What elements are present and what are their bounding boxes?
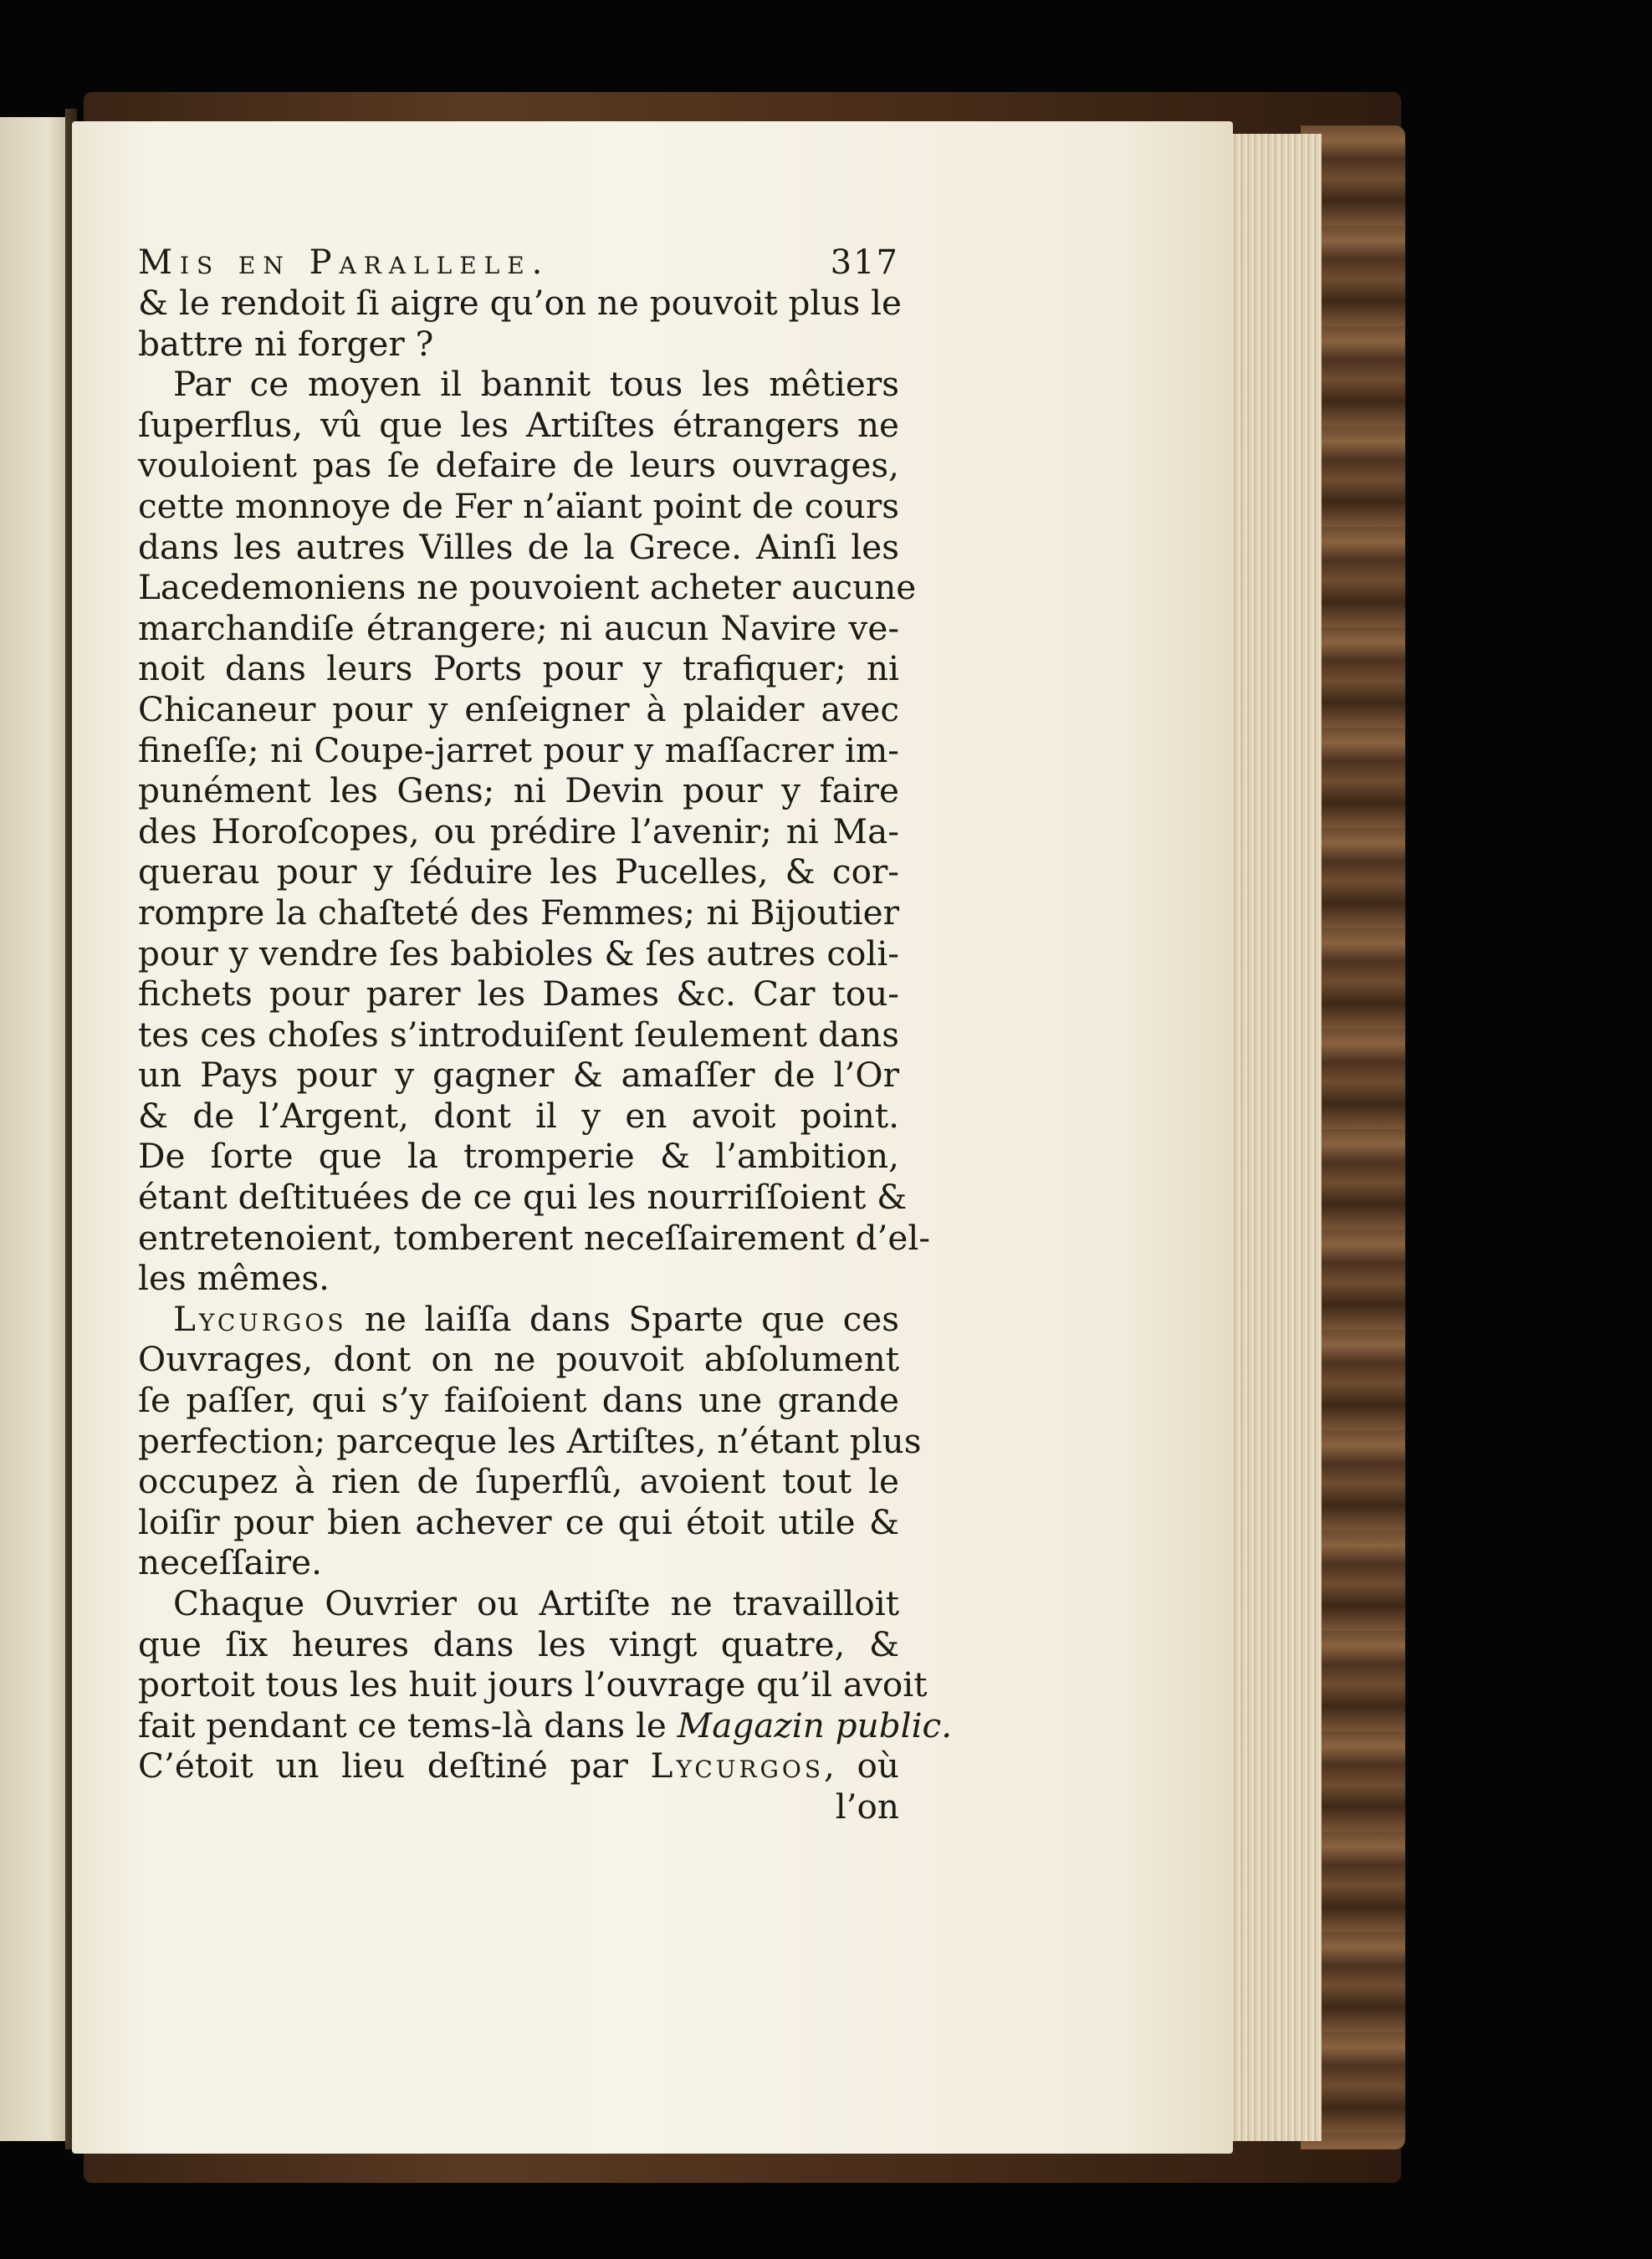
text-line — [138, 1745, 899, 1786]
text-line: vouloient pas ſe defaire de leurs ouvrages, — [138, 445, 899, 486]
text-line: perfection; parceque les Artiſtes, n’étant plus — [138, 1420, 922, 1461]
text-line: des Horoſcopes, ou prédire l’avenir; ni Ma- — [138, 810, 899, 851]
text-line: ſe paſſer, qui s’y faiſoient dans une grande — [138, 1380, 899, 1421]
text-fragment: , où — [824, 1745, 900, 1786]
previous-page-edge — [0, 117, 69, 2141]
text-line: un Pays pour y gagner & amaſſer de l’Or — [138, 1055, 899, 1096]
person-name: Lycurgos — [650, 1745, 825, 1786]
text-line: rompre la chaſteté des Femmes; ni Bijoutier — [138, 892, 899, 933]
text-line: fichets pour parer les Dames &c. Car tou- — [138, 974, 899, 1015]
text-line: occupez à rien de ſuperflû, avoient tout le — [138, 1461, 899, 1502]
text-line: entretenoient, tomberent neceſſairement d’el- — [138, 1217, 931, 1258]
text-line: noit dans leurs Ports pour y trafiquer; ni — [138, 648, 899, 689]
text-line: portoit tous les huit jours l’ouvrage qu’il avoit — [138, 1664, 928, 1705]
paragraph-3 — [138, 1583, 953, 1827]
text-line: pour y vendre ſes babioles & ſes autres coli- — [138, 933, 899, 974]
paragraph-2 — [138, 1298, 922, 1583]
text-line: neceſſaire. — [138, 1542, 322, 1583]
text-line: dans les autres Villes de la Grece. Ainſi les — [138, 526, 899, 567]
text-line: & le rendoit ſi aigre qu’on ne pouvoit plus le — [138, 283, 903, 323]
text-line: Ouvrages, dont on ne pouvoit abſolument — [138, 1339, 899, 1380]
text-line: Chicaneur pour y enſeigner à plaider avec — [138, 688, 899, 729]
text-line: De ſorte que la tromperie & l’ambition, — [138, 1136, 899, 1177]
person-name: Lycurgos — [173, 1298, 347, 1339]
text-line: ſuperflus, vû que les Artiſtes étrangers ne — [138, 404, 899, 445]
text-line: punément les Gens; ni Devin pour y faire — [138, 770, 899, 811]
text-line: battre ni forger ? — [138, 323, 434, 364]
text-fragment: C’étoit un lieu deſtiné par — [138, 1745, 628, 1786]
text-line: cette monnoye de Fer n’aïant point de cours — [138, 485, 899, 526]
text-line: Par ce moyen il bannit tous les mêtiers — [173, 364, 899, 405]
text-line: que ſix heures dans les vingt quatre, & — [138, 1623, 899, 1664]
text-line: étant deſtituées de ce qui les nourriſſoient & — [138, 1177, 908, 1218]
text-line: Lacedemoniens ne pouvoient acheter aucune — [138, 567, 917, 608]
text-line — [138, 1704, 953, 1746]
paragraph-1 — [138, 283, 931, 1299]
text-fragment: ne laiſſa dans Sparte que ces — [364, 1298, 899, 1339]
text-line: marchandiſe étrangere; ni aucun Navire ve- — [138, 607, 899, 648]
text-line — [138, 1299, 899, 1340]
page-text — [138, 243, 953, 1827]
catchword: l’on — [835, 1786, 899, 1827]
text-line: & de l’Argent, dont il y en avoit point. — [138, 1095, 899, 1136]
text-line: tes ces choſes s’introduiſent ſeulement dans — [138, 1014, 899, 1055]
text-line: querau pour y ſéduire les Pucelles, & cor- — [138, 851, 899, 892]
text-line: loiſir pour bien achever ce qui étoit utile & — [138, 1501, 899, 1542]
page-header — [138, 243, 899, 283]
italic-term: Magazin public. — [677, 1704, 953, 1745]
text-fragment: fait pendant ce tems-là dans le — [138, 1704, 667, 1745]
text-line: fineſſe; ni Coupe-jarret pour y maſſacrer im- — [138, 729, 899, 770]
text-line: les mêmes. — [138, 1258, 330, 1299]
page-number: 317 — [830, 243, 899, 282]
running-head: Mis en Parallele. — [138, 243, 550, 282]
text-line: Chaque Ouvrier ou Artiſte ne travailloit — [173, 1583, 899, 1623]
